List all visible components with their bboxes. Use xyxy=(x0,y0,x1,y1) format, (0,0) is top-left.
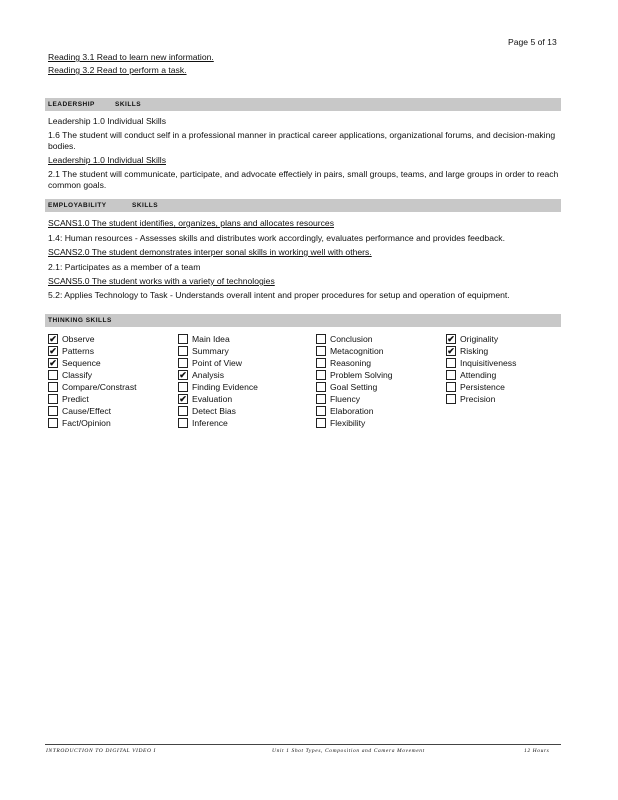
thinking-skill-label: Predict xyxy=(62,394,89,404)
thinking-skill-item[interactable] xyxy=(316,393,393,405)
thinking-skill-item[interactable] xyxy=(48,333,137,345)
footer-unit-title: Unit 1 Shot Types, Composition and Camera Movement xyxy=(272,748,425,754)
thinking-skill-item[interactable] xyxy=(316,381,393,393)
thinking-column-3 xyxy=(316,333,393,429)
unchecked-checkbox[interactable] xyxy=(178,334,188,344)
unchecked-checkbox[interactable] xyxy=(178,346,188,356)
thinking-skill-item[interactable] xyxy=(178,333,258,345)
thinking-skill-label: Goal Setting xyxy=(330,382,378,392)
employability-line-2: 1.4: Human resources - Assesses skills and distributes work accordingly, evaluates performance and provides feedback. xyxy=(48,233,505,243)
thinking-skill-label: Observe xyxy=(62,334,95,344)
checkmark-icon: ✔ xyxy=(49,346,57,356)
unchecked-checkbox[interactable] xyxy=(178,358,188,368)
employability-line-3: SCANS2.0 The student demonstrates interper sonal skills in working well with others. xyxy=(48,247,372,257)
unchecked-checkbox[interactable] xyxy=(316,382,326,392)
unchecked-checkbox[interactable] xyxy=(316,346,326,356)
thinking-skill-label: Sequence xyxy=(62,358,101,368)
leadership-heading-left: LEADERSHIP xyxy=(48,101,95,108)
thinking-skill-label: Persistence xyxy=(460,382,505,392)
thinking-skill-item[interactable] xyxy=(316,405,393,417)
thinking-skill-item[interactable] xyxy=(178,393,258,405)
employability-line-1: SCANS1.0 The student identifies, organizes, plans and allocates resources xyxy=(48,218,334,228)
thinking-skill-label: Metacognition xyxy=(330,346,384,356)
thinking-skill-item[interactable] xyxy=(446,333,516,345)
checkmark-icon: ✔ xyxy=(49,358,57,368)
reading-standard-1: Reading 3.1 Read to learn new information. xyxy=(48,52,214,62)
checked-checkbox[interactable] xyxy=(446,346,456,356)
leadership-item1-title: Leadership 1.0 Individual Skills xyxy=(48,116,166,126)
checked-checkbox[interactable] xyxy=(446,334,456,344)
thinking-skill-item[interactable] xyxy=(48,405,137,417)
unchecked-checkbox[interactable] xyxy=(48,394,58,404)
leadership-item1-text: 1.6 The student will conduct self in a professional manner in practical career applications, organizational forums, and decision-making bodies. xyxy=(48,130,556,151)
checkmark-icon: ✔ xyxy=(49,334,57,344)
leadership-heading-right: SKILLS xyxy=(115,101,142,108)
thinking-heading: THINKING SKILLS xyxy=(48,317,112,324)
unchecked-checkbox[interactable] xyxy=(178,382,188,392)
employability-heading-left: EMPLOYABILITY xyxy=(48,202,107,209)
thinking-skill-label: Reasoning xyxy=(330,358,372,368)
thinking-skill-label: Inquisitiveness xyxy=(460,358,517,368)
thinking-skill-label: Patterns xyxy=(62,346,95,356)
thinking-skill-item[interactable] xyxy=(316,369,393,381)
unchecked-checkbox[interactable] xyxy=(316,370,326,380)
thinking-skill-item[interactable] xyxy=(446,345,516,357)
thinking-skill-label: Elaboration xyxy=(330,406,374,416)
thinking-skills-header xyxy=(45,314,561,327)
thinking-skill-item[interactable] xyxy=(48,345,137,357)
unchecked-checkbox[interactable] xyxy=(178,406,188,416)
checked-checkbox[interactable] xyxy=(178,370,188,380)
unchecked-checkbox[interactable] xyxy=(48,406,58,416)
thinking-skill-item[interactable] xyxy=(178,357,258,369)
thinking-skill-label: Flexibility xyxy=(330,418,366,428)
employability-skills-header xyxy=(45,199,561,212)
employability-line-5: SCANS5.0 The student works with a variety of technologies xyxy=(48,276,275,286)
thinking-skill-label: Compare/Constrast xyxy=(62,382,137,392)
unchecked-checkbox[interactable] xyxy=(446,382,456,392)
thinking-skill-item[interactable] xyxy=(178,381,258,393)
thinking-skill-label: Inference xyxy=(192,418,228,428)
employability-line-6: 5.2: Applies Technology to Task - Understands overall intent and proper procedures for setup and operation of equipment. xyxy=(48,290,510,300)
thinking-skill-item[interactable] xyxy=(446,393,516,405)
thinking-skill-item[interactable] xyxy=(316,345,393,357)
unchecked-checkbox[interactable] xyxy=(48,382,58,392)
thinking-skill-label: Problem Solving xyxy=(330,370,393,380)
thinking-skill-label: Conclusion xyxy=(330,334,373,344)
employability-line-4: 2.1: Participates as a member of a team xyxy=(48,262,201,272)
unchecked-checkbox[interactable] xyxy=(316,358,326,368)
thinking-skill-item[interactable] xyxy=(446,381,516,393)
employability-heading-right: SKILLS xyxy=(132,202,159,209)
unchecked-checkbox[interactable] xyxy=(316,418,326,428)
thinking-skill-label: Detect Bias xyxy=(192,406,236,416)
leadership-skills-header xyxy=(45,98,561,111)
thinking-skill-label: Summary xyxy=(192,346,229,356)
thinking-skill-label: Point of View xyxy=(192,358,243,368)
thinking-skill-item[interactable] xyxy=(316,357,393,369)
thinking-skill-item[interactable] xyxy=(316,417,393,429)
thinking-skill-label: Main Idea xyxy=(192,334,230,344)
thinking-skill-item[interactable] xyxy=(48,393,137,405)
unchecked-checkbox[interactable] xyxy=(446,358,456,368)
checkmark-icon: ✔ xyxy=(179,370,187,380)
leadership-item2-title: Leadership 1.0 Individual Skills xyxy=(48,155,166,165)
unchecked-checkbox[interactable] xyxy=(178,418,188,428)
thinking-skill-item[interactable] xyxy=(48,381,137,393)
thinking-skill-item[interactable] xyxy=(178,417,258,429)
thinking-skill-label: Classify xyxy=(62,370,93,380)
thinking-skill-label: Evaluation xyxy=(192,394,233,404)
thinking-skill-label: Precision xyxy=(460,394,496,404)
thinking-skill-label: Attending xyxy=(460,370,497,380)
footer-course-title: INTRODUCTION TO DIGITAL VIDEO I xyxy=(46,748,156,754)
checkmark-icon: ✔ xyxy=(179,394,187,404)
thinking-skill-item[interactable] xyxy=(446,369,516,381)
footer-divider xyxy=(45,744,561,745)
leadership-item2-text: 2.1 The student will communicate, participate, and advocate effectiely in pairs, small groups, teams, and large groups in order to reach common goals. xyxy=(48,169,559,190)
thinking-skill-label: Fact/Opinion xyxy=(62,418,111,428)
thinking-skill-label: Risking xyxy=(460,346,489,356)
thinking-skill-label: Analysis xyxy=(192,370,224,380)
thinking-skill-label: Finding Evidence xyxy=(192,382,258,392)
thinking-column-2 xyxy=(178,333,258,429)
unchecked-checkbox[interactable] xyxy=(316,406,326,416)
thinking-skill-item[interactable] xyxy=(48,357,137,369)
unchecked-checkbox[interactable] xyxy=(316,334,326,344)
checked-checkbox[interactable] xyxy=(178,394,188,404)
unchecked-checkbox[interactable] xyxy=(48,370,58,380)
thinking-skill-item[interactable] xyxy=(48,369,137,381)
unchecked-checkbox[interactable] xyxy=(446,370,456,380)
footer-duration: 12 Hours xyxy=(524,748,550,754)
thinking-column-4 xyxy=(446,333,516,405)
thinking-column-1 xyxy=(48,333,137,429)
unchecked-checkbox[interactable] xyxy=(446,394,456,404)
checked-checkbox[interactable] xyxy=(48,334,58,344)
thinking-skill-item[interactable] xyxy=(316,333,393,345)
unchecked-checkbox[interactable] xyxy=(316,394,326,404)
checkmark-icon: ✔ xyxy=(447,334,455,344)
thinking-skill-item[interactable] xyxy=(446,357,516,369)
page-number: Page 5 of 13 xyxy=(508,37,557,47)
thinking-skill-label: Fluency xyxy=(330,394,361,404)
unchecked-checkbox[interactable] xyxy=(48,418,58,428)
thinking-skill-item[interactable] xyxy=(178,369,258,381)
reading-standard-2: Reading 3.2 Read to perform a task. xyxy=(48,65,187,75)
checkmark-icon: ✔ xyxy=(447,346,455,356)
thinking-skill-item[interactable] xyxy=(178,405,258,417)
checked-checkbox[interactable] xyxy=(48,358,58,368)
thinking-skill-label: Originality xyxy=(460,334,499,344)
thinking-skill-item[interactable] xyxy=(178,345,258,357)
checked-checkbox[interactable] xyxy=(48,346,58,356)
thinking-skill-label: Cause/Effect xyxy=(62,406,112,416)
thinking-skill-item[interactable] xyxy=(48,417,137,429)
